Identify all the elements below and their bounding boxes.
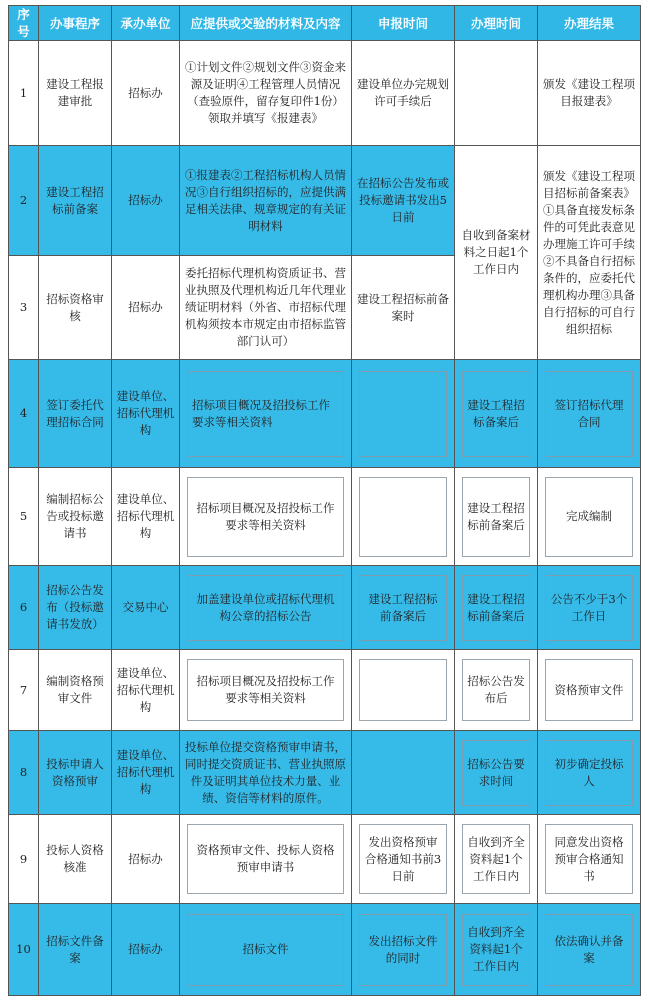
row-unit: 招标办 <box>112 904 180 996</box>
row-materials: 委托招标代理机构资质证书、营业执照及代理机构近几年代理业绩证明材料（外省、市招标代理机构须按本市规定由市招标监管部门认可） <box>180 256 352 360</box>
row-process-time-cell <box>455 650 538 731</box>
header-materials: 应提供或交验的材料及内容 <box>180 6 352 41</box>
row-apply-time-cell <box>352 650 455 731</box>
row-apply-time: 建设工程招标前备案时 <box>352 256 455 360</box>
row-materials-cell <box>180 904 352 996</box>
row-apply-time-cell <box>352 904 455 996</box>
row-process-time-cell <box>455 904 538 996</box>
row-unit: 招标办 <box>112 146 180 256</box>
row-seq: 5 <box>9 468 39 566</box>
table-row <box>9 650 641 731</box>
header-step: 办事程序 <box>39 6 112 41</box>
row-process-time: 自收到齐全资料起1个工作日内 <box>462 824 530 894</box>
row-process-time-cell <box>455 360 538 468</box>
row-materials: 招标项目概况及招投标工作要求等相关资料 <box>187 659 344 721</box>
row-process-time-cell <box>455 815 538 904</box>
row-materials: 招标项目概况及招投标工作要求等相关资料 <box>187 477 344 557</box>
row-process-time: 自收到齐全资料起1个工作日内 <box>462 914 530 986</box>
table-row <box>9 566 641 650</box>
header-seq: 序号 <box>9 6 39 41</box>
row-apply-time <box>359 371 447 457</box>
row-step: 招标文件备案 <box>39 904 112 996</box>
row-seq: 6 <box>9 566 39 650</box>
table-row <box>9 904 641 996</box>
row-materials-cell <box>180 650 352 731</box>
table-row <box>9 41 641 146</box>
row-materials-cell <box>180 360 352 468</box>
row-materials-cell <box>180 815 352 904</box>
row-apply-time: 发出招标文件的同时 <box>359 914 447 986</box>
table-row <box>9 146 641 256</box>
row-apply-time: 建设单位办完规划许可手续后 <box>352 41 455 146</box>
row-result: 完成编制 <box>545 477 633 557</box>
row-unit: 招标办 <box>112 256 180 360</box>
row-seq: 1 <box>9 41 39 146</box>
table-header-row <box>9 6 641 41</box>
row-result: 颁发《建设工程项目报建表》 <box>538 41 641 146</box>
row-step: 编制资格预审文件 <box>39 650 112 731</box>
row-process-time-cell <box>455 731 538 815</box>
row-result-cell <box>538 731 641 815</box>
row-apply-time: 建设工程招标前备案后 <box>359 575 447 641</box>
table-row <box>9 815 641 904</box>
row-process-time: 招标公告发布后 <box>462 659 530 721</box>
row-unit: 招标办 <box>112 815 180 904</box>
row-process-time: 建设工程招标前备案后 <box>462 477 530 557</box>
header-result: 办理结果 <box>538 6 641 41</box>
row-result: 公告不少于3个工作日 <box>545 575 633 641</box>
row-unit: 建设单位、招标代理机构 <box>112 650 180 731</box>
row-result-cell <box>538 815 641 904</box>
row-unit: 建设单位、招标代理机构 <box>112 468 180 566</box>
row-result-cell <box>538 566 641 650</box>
table-row <box>9 360 641 468</box>
row-unit: 招标办 <box>112 41 180 146</box>
row-process-time: 自收到备案材料之日起1个工作日内 <box>455 146 538 360</box>
row-apply-time-cell <box>352 815 455 904</box>
header-process-time: 办理时间 <box>455 6 538 41</box>
row-step: 投标申请人资格预审 <box>39 731 112 815</box>
row-process-time: 招标公告要求时间 <box>462 740 530 806</box>
row-result: 资格预审文件 <box>545 659 633 721</box>
row-apply-time <box>359 477 447 557</box>
row-step: 建设工程招标前备案 <box>39 146 112 256</box>
row-step: 签订委托代理招标合同 <box>39 360 112 468</box>
row-result-cell <box>538 468 641 566</box>
row-materials: 资格预审文件、投标人资格预审申请书 <box>187 824 344 894</box>
row-result: 依法确认并备案 <box>545 914 633 986</box>
row-seq: 4 <box>9 360 39 468</box>
row-unit: 建设单位、招标代理机构 <box>112 731 180 815</box>
row-materials: 招标项目概况及招投标工作要求等相关资料 <box>187 371 344 457</box>
row-apply-time-cell <box>352 468 455 566</box>
row-step: 招标公告发布（投标邀请书发放） <box>39 566 112 650</box>
row-seq: 10 <box>9 904 39 996</box>
row-result: 同意发出资格预审合格通知书 <box>545 824 633 894</box>
header-unit: 承办单位 <box>112 6 180 41</box>
table-row <box>9 468 641 566</box>
row-step: 编制招标公告或投标邀请书 <box>39 468 112 566</box>
row-materials: ①报建表②工程招标机构人员情况③自行组织招标的，应提供满足相关法律、规章规定的有关证明材料 <box>180 146 352 256</box>
row-materials-cell <box>180 566 352 650</box>
row-materials: ①计划文件②规划文件③资金来源及证明④工程管理人员情况（查验原件，留存复印件1份）领取并填写《报建表》 <box>180 41 352 146</box>
row-apply-time: 在招标公告发布或投标邀请书发出5日前 <box>352 146 455 256</box>
row-process-time <box>455 41 538 146</box>
row-materials: 招标文件 <box>187 914 344 986</box>
row-seq: 2 <box>9 146 39 256</box>
row-unit: 建设单位、招标代理机构 <box>112 360 180 468</box>
row-process-time: 建设工程招标前备案后 <box>462 575 530 641</box>
row-step: 招标资格审 核 <box>39 256 112 360</box>
procedure-table <box>8 5 641 996</box>
row-seq: 9 <box>9 815 39 904</box>
row-apply-time-cell <box>352 566 455 650</box>
header-apply-time: 申报时间 <box>352 6 455 41</box>
row-process-time-cell <box>455 566 538 650</box>
row-result: 颁发《建设工程项目招标前备案表》①具备直接发标条件的可凭此表意见办理施工许可手续②不具备自行招标条件的，应委托代理机构办理③具备自行招标的可自行组织招标 <box>538 146 641 360</box>
row-apply-time-cell <box>352 360 455 468</box>
row-apply-time <box>352 731 455 815</box>
row-unit: 交易中心 <box>112 566 180 650</box>
row-process-time: 建设工程招标备案后 <box>462 371 530 457</box>
row-apply-time <box>359 659 447 721</box>
row-step: 建设工程报建审批 <box>39 41 112 146</box>
row-seq: 7 <box>9 650 39 731</box>
table-row <box>9 731 641 815</box>
row-result-cell <box>538 904 641 996</box>
row-materials: 加盖建设单位或招标代理机构公章的招标公告 <box>187 575 344 641</box>
row-seq: 3 <box>9 256 39 360</box>
row-result-cell <box>538 650 641 731</box>
row-result-cell <box>538 360 641 468</box>
row-materials: 投标单位提交资格预审申请书，同时提交资质证书、营业执照原件及证明其单位技术力量、业绩、资信等材料的原件。 <box>180 731 352 815</box>
row-seq: 8 <box>9 731 39 815</box>
row-materials-cell <box>180 468 352 566</box>
row-process-time-cell <box>455 468 538 566</box>
row-apply-time: 发出资格预审合格通知书前3日前 <box>359 824 447 894</box>
row-step: 投标人资格核准 <box>39 815 112 904</box>
row-result: 签订招标代理合同 <box>545 371 633 457</box>
row-result: 初步确定投标人 <box>545 740 633 806</box>
